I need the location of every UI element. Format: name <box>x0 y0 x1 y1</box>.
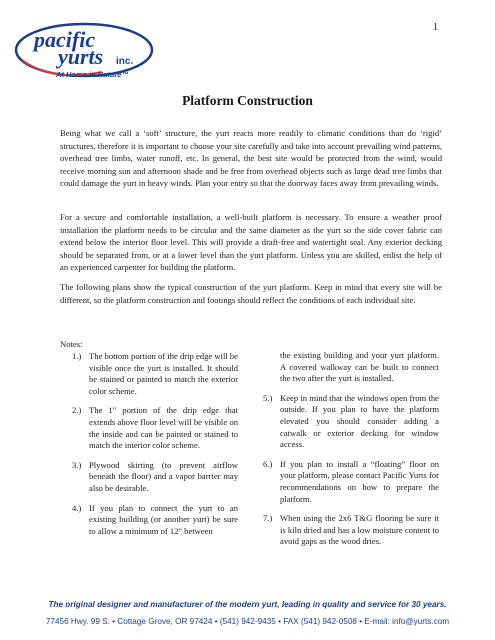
footer-tagline: The original designer and manufacturer of the modern yurt, leading in quality and service for 30 years. <box>48 600 447 609</box>
notes-label: Notes: <box>60 339 83 349</box>
note-text: Plywood skirting (to prevent airflow beneath the floor) and a vapor barrier may also be desirable. <box>89 459 238 493</box>
page-number: 1 <box>433 22 438 33</box>
notes-column-right <box>263 350 439 556</box>
note-item <box>72 405 238 451</box>
note-number: 5.) <box>263 392 273 403</box>
notes-column-left <box>72 351 238 545</box>
note-number: 3.) <box>72 459 82 470</box>
note-text: The 1" portion of the drip edge that extends above floor level will be visible on the inside and can be painted or stained to match the interior color scheme. <box>89 405 238 451</box>
note-continuation: the existing building and your yurt platform. A covered walkway can be built to connect the two after the yurt is installed. <box>280 350 439 384</box>
paragraph-site-selection: Being what we call a ‘soft’ structure, the yurt reacts more readily to climatic conditions than do ‘rigid’ structures, therefore it is important to choose your site carefully and take into account prevailing wind patterns, overhead tree limbs, water runoff, etc. In general, the best site would be protected from the wind, would receive morning sun and afternoon shade and be free from overhead objects such as large dead tree limbs that could damage the yurt in heavy winds. Plan your entry so that the doorway faces away from prevailing winds. <box>60 128 442 189</box>
logo-suffix: inc. <box>116 56 134 67</box>
note-item <box>72 503 238 538</box>
note-number: 6.) <box>263 458 273 469</box>
note-text: If you plan to install a “floating” floor on your platform, please contact Pacific Yurts for recommendations on how to prepare the platform. <box>280 458 439 504</box>
note-text: If you plan to connect the yurt to an existing building (or another yurt) be sure to allow a minimum of 12" between <box>89 502 238 536</box>
logo-slogan: At Home in Nature™ <box>56 70 129 79</box>
page-title: Platform Construction <box>182 93 313 108</box>
note-number: 4.) <box>72 502 82 513</box>
note-text: Keep in mind that the windows open from the outside. If you plan to have the platform elevated you should consider adding a catwalk or exterior decking for window access. <box>280 392 439 450</box>
note-item <box>263 459 439 505</box>
note-text: When using the 2x6 T&G flooring be sure it is kiln dried and has a low moisture content to avoid gaps as the wood dries. <box>280 513 439 547</box>
note-item <box>72 460 238 495</box>
note-text: The bottom portion of the drip edge will be visible once the yurt is installed. It should be stained or painted to match the exterior color scheme. <box>89 351 238 396</box>
paragraph-plans-intro: The following plans show the typical construction of the yurt platform. Keep in mind that every site will be different, so the platform construction and footings should reflect the conditions of each individual site. <box>60 282 442 305</box>
note-item <box>72 351 238 397</box>
logo-line2: yurts <box>58 44 104 69</box>
footer-address: 77456 Hwy. 99 S. • Cottage Grove, OR 97424 • (541) 942-9435 • FAX (541) 942-0508 • E-mail: info@yurts.com <box>45 617 450 626</box>
note-item <box>263 513 439 548</box>
note-item <box>263 393 439 451</box>
paragraph-platform-requirements: For a secure and comfortable installation, a well-built platform is necessary. To ensure a weather proof installation the platform needs to be circular and the same diameter as the yurt so the side cover fabric can extend below the interior floor level. This will provide a draft-free and watertight seal. Any exterior decking should be separated from, or at a lower level than the yurt platform. Unless you are skilled, enlist the help of an experienced carpenter for building the platform. <box>60 212 442 273</box>
note-number: 1.) <box>72 351 82 361</box>
note-number: 2.) <box>72 405 82 416</box>
logo-line1: pacific <box>34 27 96 52</box>
note-number: 7.) <box>263 513 273 524</box>
pacific-yurts-logo <box>12 20 162 82</box>
